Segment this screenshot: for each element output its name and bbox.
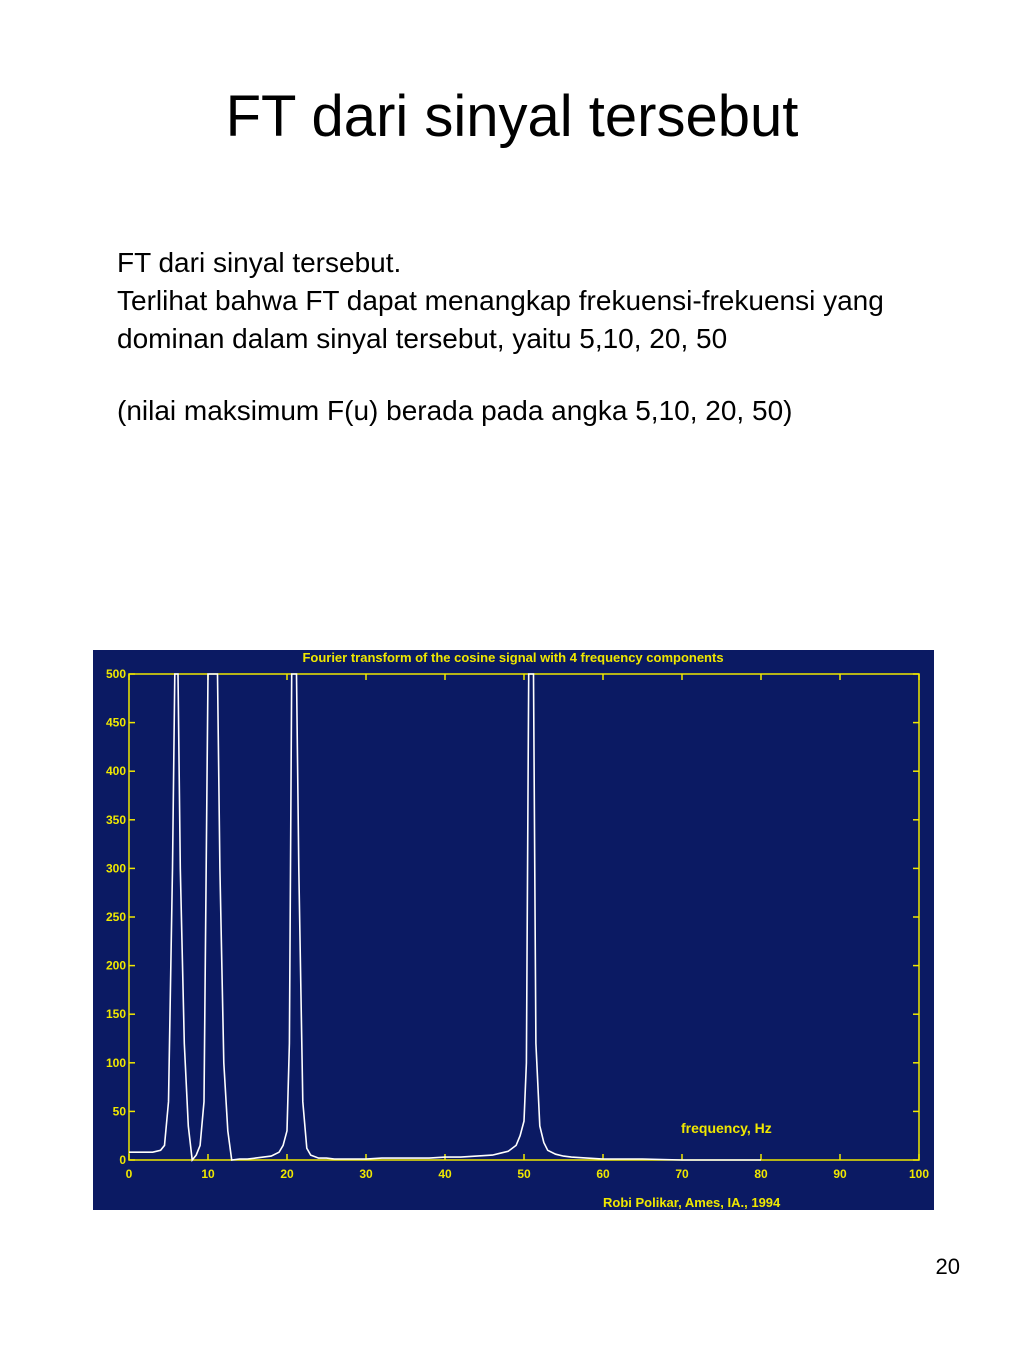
x-tick-label: 40 [438, 1167, 452, 1181]
x-tick-label: 50 [517, 1167, 531, 1181]
y-tick-label: 50 [112, 1104, 126, 1119]
body-line-1: FT dari sinyal tersebut. [117, 247, 402, 278]
slide-title: FT dari sinyal tersebut [225, 84, 799, 149]
x-tick-label: 90 [833, 1167, 847, 1181]
fourier-chart [93, 650, 934, 1210]
x-tick-label: 70 [675, 1167, 689, 1181]
y-tick-label: 450 [105, 715, 126, 730]
x-tick-label: 30 [359, 1167, 373, 1181]
x-tick-label: 80 [754, 1167, 768, 1181]
fourier-trace [129, 674, 761, 1160]
page-number: 20 [935, 1254, 960, 1279]
fourier-chart-svg [93, 650, 934, 1210]
x-axis-label: frequency, Hz [681, 1120, 772, 1136]
chart-title: Fourier transform of the cosine signal with 4 frequency components [302, 650, 724, 665]
y-tick-label: 500 [105, 667, 126, 681]
x-tick-label: 100 [908, 1167, 930, 1181]
chart-credit: Robi Polikar, Ames, IA., 1994 [603, 1195, 781, 1210]
x-tick-label: 60 [596, 1167, 610, 1181]
x-tick-label: 10 [201, 1167, 215, 1181]
slide-body [117, 244, 917, 430]
y-tick-label: 100 [105, 1055, 126, 1070]
y-tick-label: 400 [105, 764, 126, 779]
tick-layer [106, 667, 929, 1181]
y-tick-label: 150 [105, 1007, 126, 1022]
x-tick-label: 20 [280, 1167, 294, 1181]
body-paragraph-2: (nilai maksimum F(u) berada pada angka 5,10, 20, 50) [117, 395, 793, 426]
y-tick-label: 350 [105, 812, 126, 827]
y-tick-label: 250 [105, 910, 126, 924]
y-tick-label: 200 [105, 958, 126, 973]
body-line-2: Terlihat bahwa FT dapat menangkap frekuensi-frekuensi yang dominan dalam sinyal tersebut, yaitu 5,10, 20, 50 [117, 285, 884, 354]
plot-frame [129, 674, 919, 1160]
x-tick-label: 0 [125, 1167, 133, 1181]
y-tick-label: 300 [105, 861, 126, 876]
y-tick-label: 0 [119, 1153, 126, 1167]
